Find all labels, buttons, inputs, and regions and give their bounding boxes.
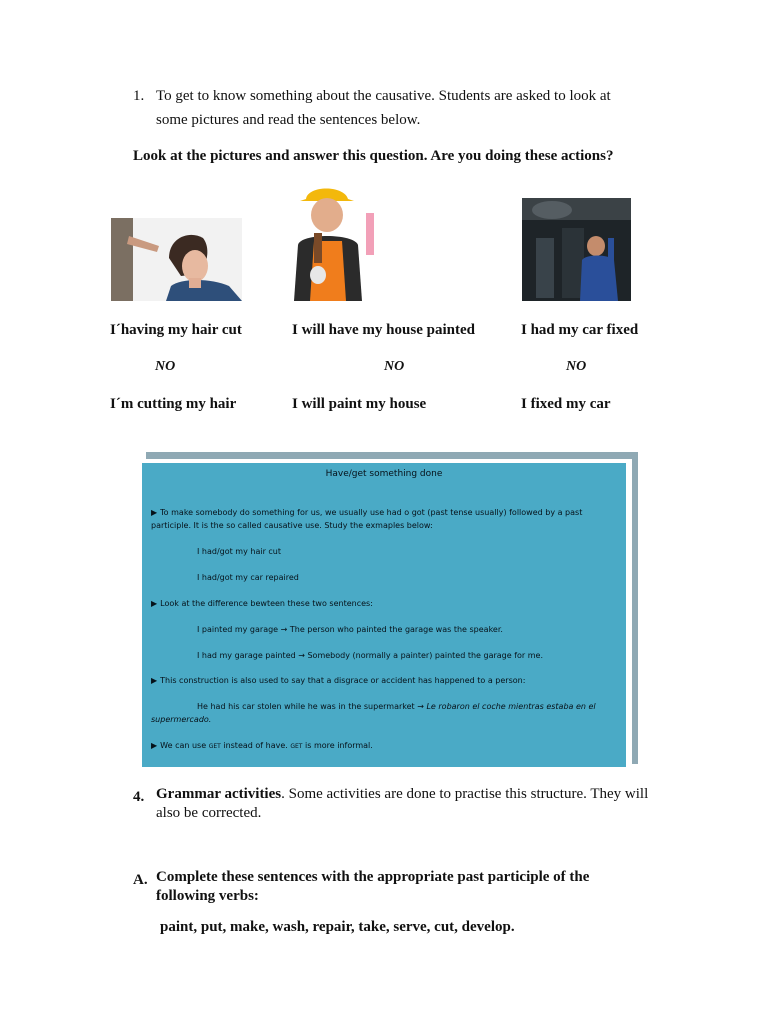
grammar-box-title: Have/get something done [325,469,443,479]
rule-3: ▶ This construction is also used to say that a disgrace or accident has happened to a person: [151,676,526,685]
caption-1-no: NO [155,359,176,374]
example-1: I had/got my hair cut [197,547,282,556]
example-3: I painted my garage → The person who painted the garage was the speaker. [197,625,503,634]
bullet-triangle-icon: ▶ [151,508,158,517]
item-4-text: Grammar activities. Some activities are done to practise this structure. They will also be corrected. [156,786,649,821]
caption-1-sentence-1: I´having my hair cut [110,322,242,338]
grammar-box [142,463,626,767]
bullet-triangle-icon: ▶ [151,599,158,608]
painter-photo [292,185,376,301]
example-2: I had/got my car repaired [197,573,299,582]
item-a-text: Complete these sentences with the appropriate past participle of the following verbs: [156,869,590,904]
pictures-question: Look at the pictures and answer this question. Are you doing these actions? [133,148,614,164]
rule-2: ▶ Look at the difference bewteen these two sentences: [151,599,373,608]
caption-3-sentence-2: I fixed my car [521,396,611,412]
caption-3-no: NO [566,359,587,374]
example-4: I had my garage painted → Somebody (normally a painter) painted the garage for me. [197,651,544,660]
bullet-triangle-icon: ▶ [151,741,158,750]
rule-1-line-1: ▶ To make somebody do something for us, we usually use had o got (past tense usually) followed by a past [151,508,583,517]
mechanic-photo [522,198,631,301]
example-5: He had his car stolen while he was in the supermarket → Le robaron el coche mientras estaba en el [197,702,596,711]
caption-2-sentence-2: I will paint my house [292,396,427,412]
example-5-continued: supermercado. [151,715,212,724]
item-4-number: 4. [133,789,145,805]
caption-3-sentence-1: I had my car fixed [521,322,639,338]
haircut-photo [111,218,242,301]
item-1-text: To get to know something about the causative. Students are asked to look at some pictures and read the sentences below. [156,88,611,128]
caption-2-no: NO [384,359,405,374]
bullet-triangle-icon: ▶ [151,676,158,685]
item-a-letter: A. [133,872,148,888]
verb-list: paint, put, make, wash, repair, take, serve, cut, develop. [160,919,515,935]
caption-1-sentence-2: I´m cutting my hair [110,396,237,412]
item-1-number: 1. [133,88,145,104]
rule-4: ▶ We can use GET instead of have. GET is more informal. [151,741,373,750]
caption-2-sentence-1: I will have my house painted [292,322,475,338]
rule-1-line-2: participle. It is the so called causative use. Study the exmaples below: [151,521,433,530]
